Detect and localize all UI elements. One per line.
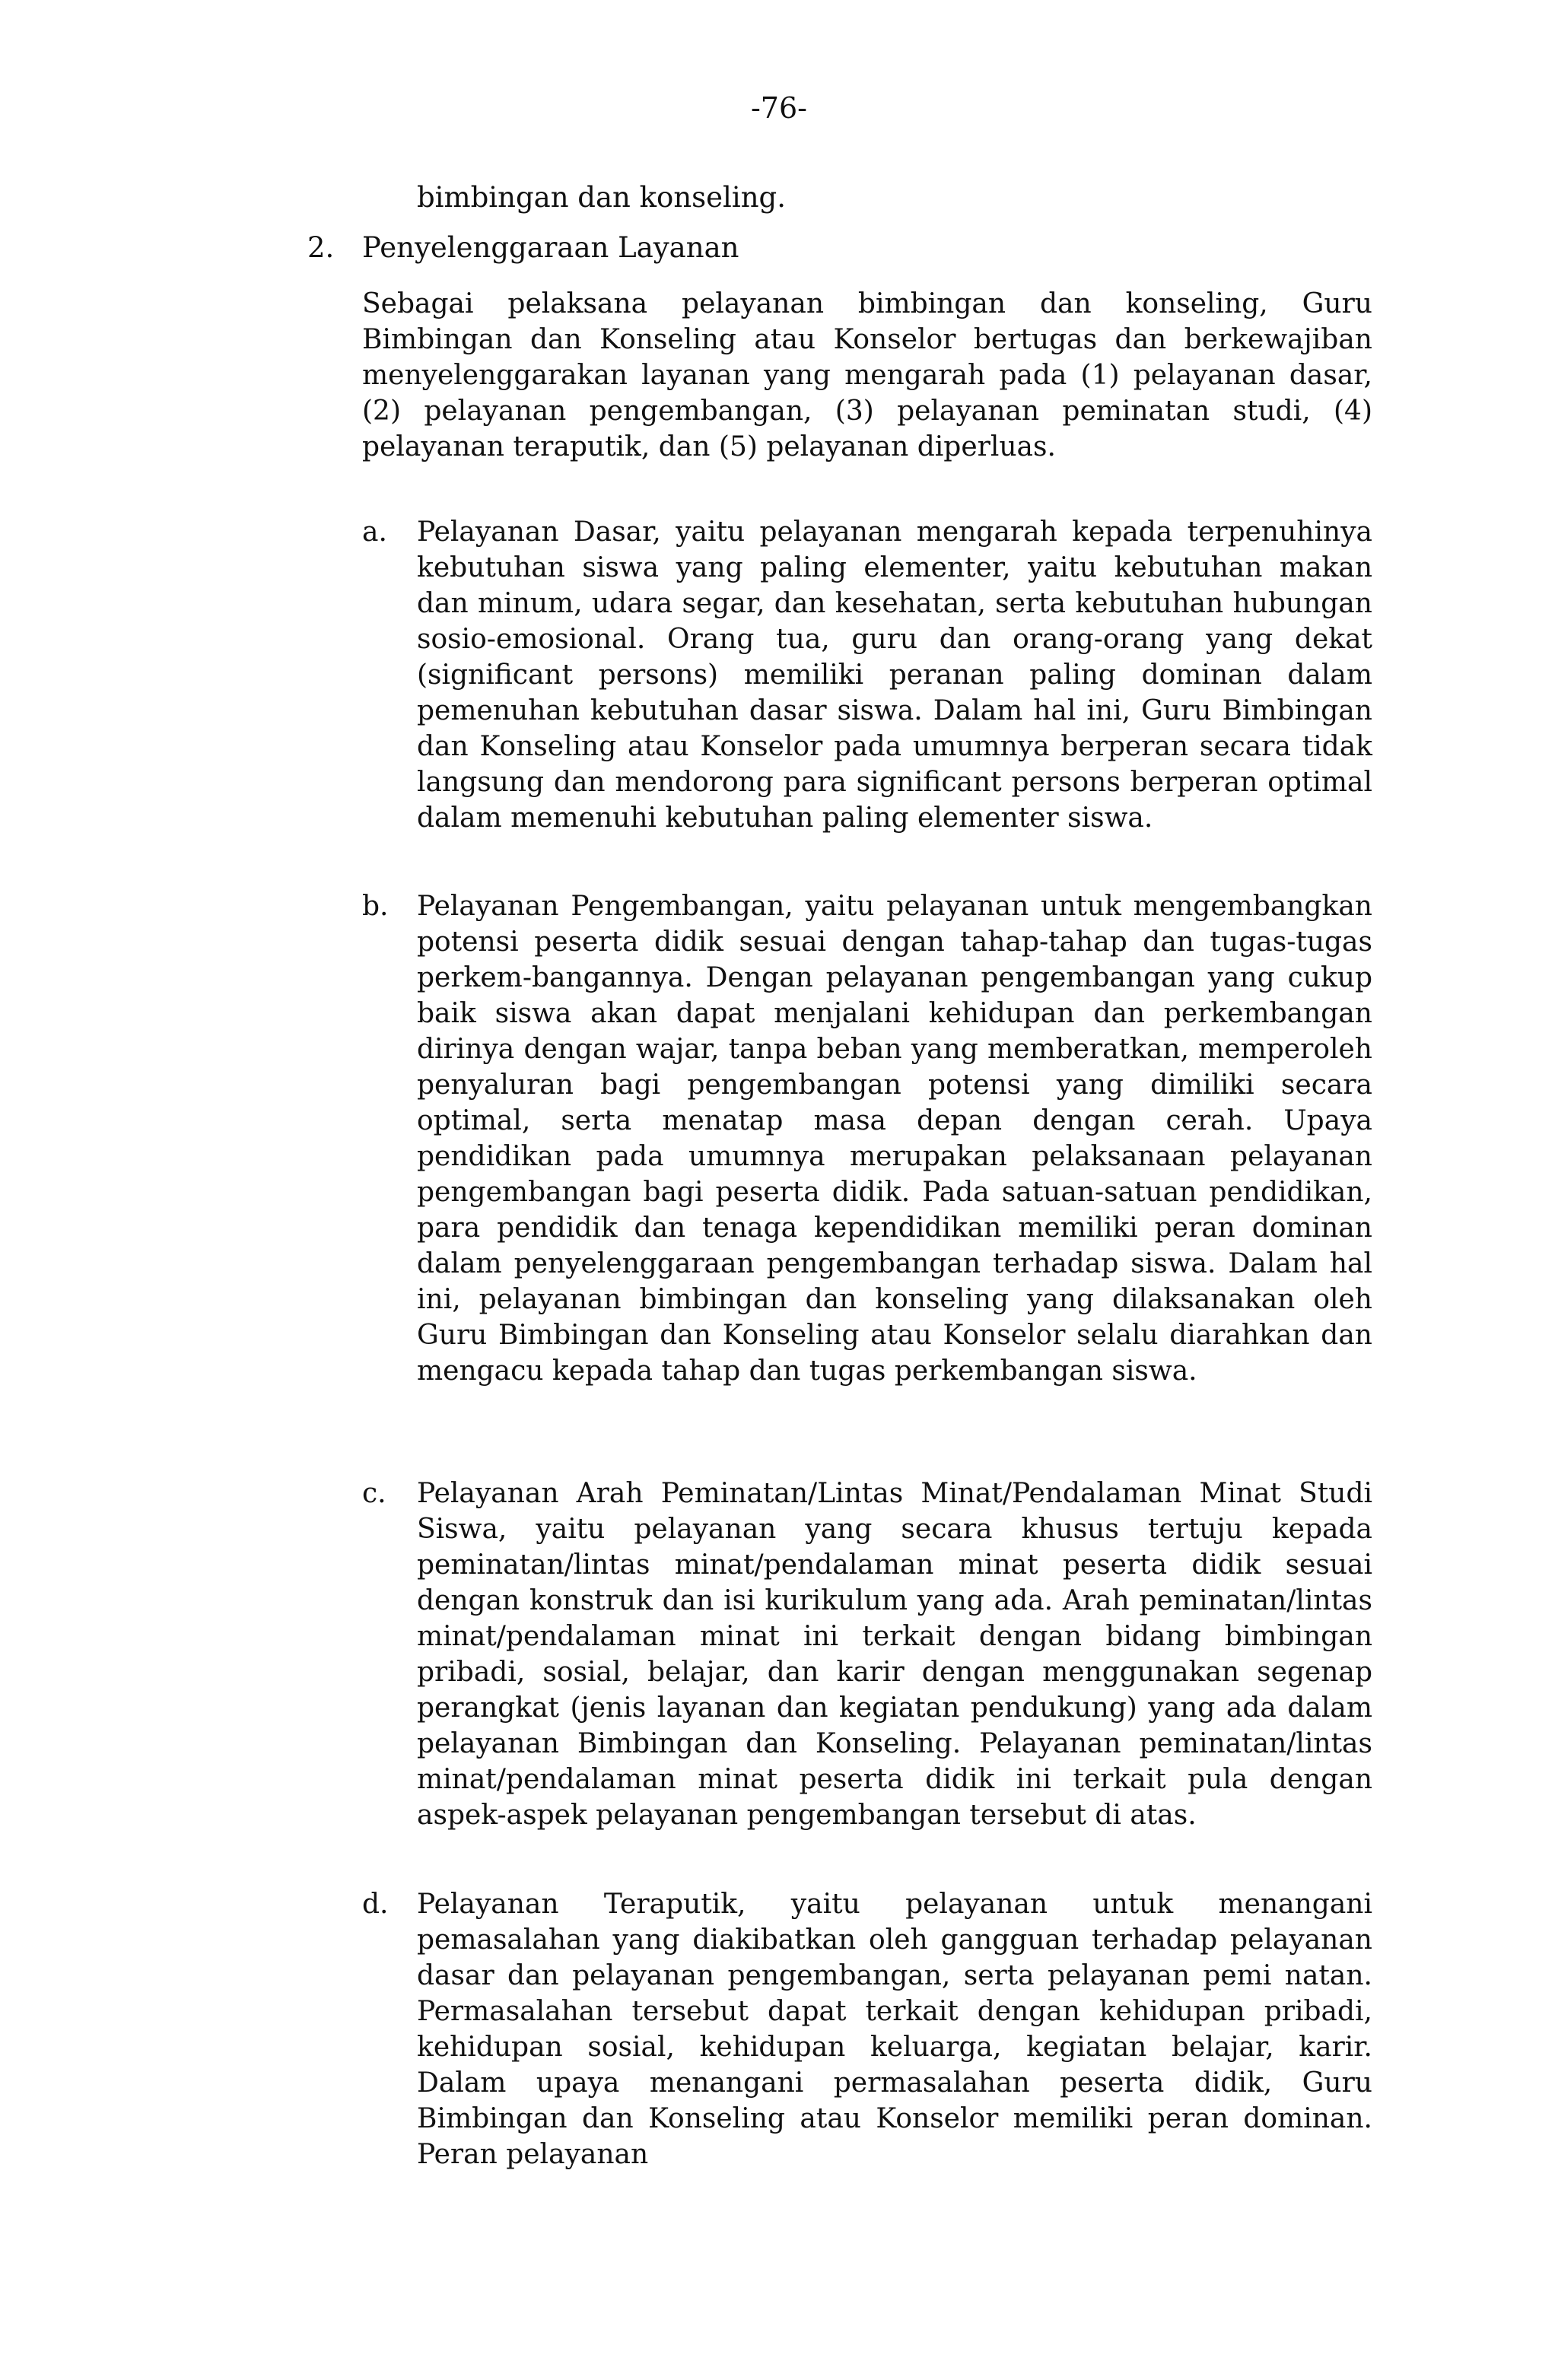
- list-item-a: [362, 514, 1372, 836]
- list-item-marker: a.: [362, 516, 387, 548]
- list-item-text: Pelayanan Dasar, yaitu pelayanan mengarah kepada terpenuhinya kebutuhan siswa yang paling elementer, yaitu kebutuhan makan dan minum, udara segar, dan kesehatan, serta kebutuhan hubungan sosio-emosional. Orang tua, guru dan orang-orang yang dekat (significant persons) memiliki peranan paling dominan dalam pemenuhan kebutuhan dasar siswa. Dalam hal ini, Guru Bimbingan dan Konseling atau Konselor pada umumnya berperan secara tidak langsung dan mendorong para significant persons berperan optimal dalam memenuhi kebutuhan paling elementer siswa.: [417, 516, 1372, 834]
- section-number: 2.: [307, 231, 335, 264]
- list-item-c: [362, 1476, 1372, 1833]
- continuation-text: bimbingan dan konseling.: [417, 181, 786, 214]
- list-item-text: Pelayanan Pengembangan, yaitu pelayanan untuk mengembangkan potensi peserta didik sesuai dengan tahap-tahap dan tugas-tugas perkem-bangannya. Dengan pelayanan pengembangan yang cukup baik siswa akan dapat menjalani kehidupan dan perkembangan dirinya dengan wajar, tanpa beban yang memberatkan, memperoleh penyaluran bagi pengembangan potensi yang dimiliki secara optimal, serta menatap masa depan dengan cerah. Upaya pendidikan pada umumnya merupakan pelaksanaan pelayanan pengembangan bagi peserta didik. Pada satuan-satuan pendidikan, para pendidik dan tenaga kependidikan memiliki peran dominan dalam penyelenggaraan pengembangan terhadap siswa. Dalam hal ini, pelayanan bimbingan dan konseling yang dilaksanakan oleh Guru Bimbingan dan Konseling atau Konselor selalu diarahkan dan mengacu kepada tahap dan tugas perkembangan siswa.: [417, 891, 1372, 1387]
- list-item-marker: d.: [362, 1889, 389, 1920]
- list-item-b: [362, 888, 1372, 1389]
- list-item-d: [362, 1886, 1372, 2172]
- list-item-text: Pelayanan Teraputik, yaitu pelayanan untuk menangani pemasalahan yang diakibatkan oleh gangguan terhadap pelayanan dasar dan pelayanan pengembangan, serta pelayanan pemi natan. Permasalahan tersebut dapat terkait dengan kehidupan pribadi, kehidupan sosial, kehidupan keluarga, kegiatan belajar, karir. Dalam upaya menangani permasalahan peserta didik, Guru Bimbingan dan Konseling atau Konselor memiliki peran dominan. Peran pelayanan: [417, 1889, 1372, 2170]
- section-title: Penyelenggaraan Layanan: [362, 231, 739, 264]
- list-item-marker: c.: [362, 1478, 386, 1509]
- list-item-text: Pelayanan Arah Peminatan/Lintas Minat/Pendalaman Minat Studi Siswa, yaitu pelayanan yang secara khusus tertuju kepada peminatan/lintas minat/pendalaman minat peserta didik sesuai dengan konstruk dan isi kurikulum yang ada. Arah peminatan/lintas minat/pendalaman minat ini terkait dengan bidang bimbingan pribadi, sosial, belajar, dan karir dengan menggunakan segenap perangkat (jenis layanan dan kegiatan pendukung) yang ada dalam pelayanan Bimbingan dan Konseling. Pelayanan peminatan/lintas minat/pendalaman minat peserta didik ini terkait pula dengan aspek-aspek pelayanan pengembangan tersebut di atas.: [417, 1478, 1372, 1831]
- section-heading: [307, 230, 739, 265]
- list-item-marker: b.: [362, 891, 389, 922]
- page-number: -76-: [750, 91, 808, 125]
- section-intro-paragraph: Sebagai pelaksana pelayanan bimbingan dan konseling, Guru Bimbingan dan Konseling atau Konselor bertugas dan berkewajiban menyelenggarakan layanan yang mengarah pada (1) pelayanan dasar, (2) pelayanan pengembangan, (3) pelayanan peminatan studi, (4) pelayanan teraputik, dan (5) pelayanan diperluas.: [362, 288, 1372, 462]
